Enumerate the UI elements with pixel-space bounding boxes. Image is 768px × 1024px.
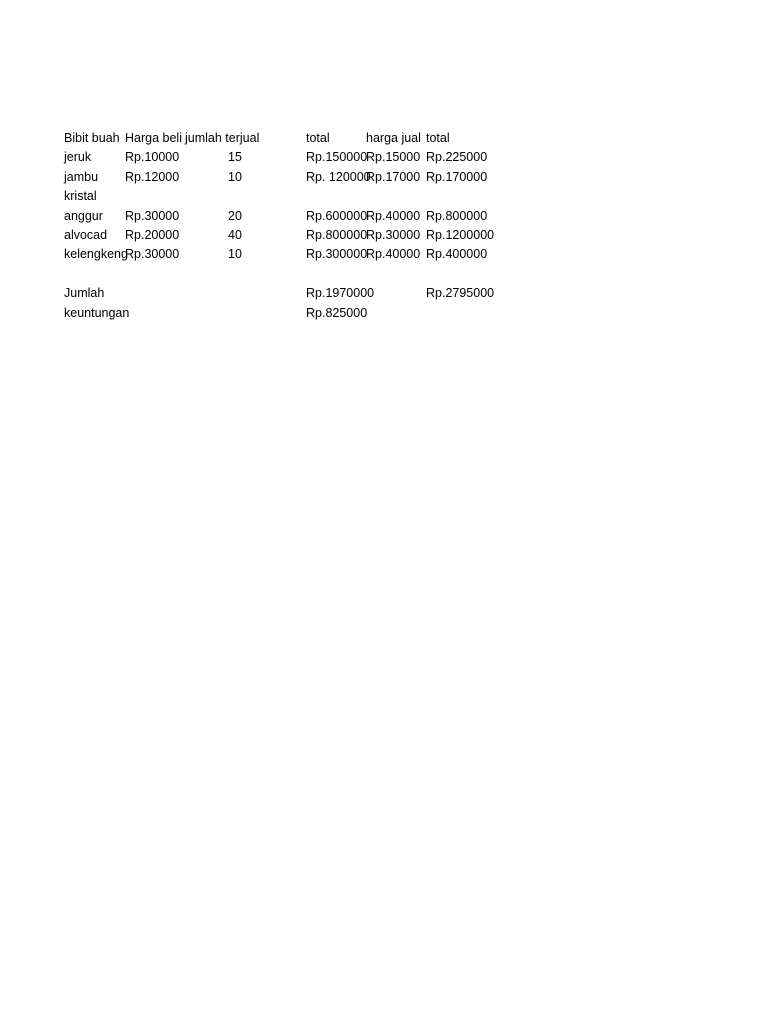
cell-bibit: kelengkeng bbox=[64, 247, 128, 262]
cell-harga-jual: Rp.40000 bbox=[366, 208, 421, 223]
header-jumlah-terjual: jumlah terjual bbox=[185, 131, 260, 145]
cell-total-jual: Rp.400000 bbox=[426, 247, 488, 262]
cell-bibit: jambu bbox=[64, 169, 99, 184]
cell-jumlah: 15 bbox=[228, 150, 242, 165]
jumlah-total-jual: Rp.2795000 bbox=[426, 286, 495, 301]
cell-harga-beli: Rp.30000 bbox=[125, 247, 180, 262]
cell-jumlah: 20 bbox=[228, 208, 242, 223]
cell-harga-beli: Rp.30000 bbox=[125, 208, 180, 223]
cell-total-jual: Rp.225000 bbox=[426, 150, 488, 165]
header-total-jual: total bbox=[426, 131, 450, 145]
cell-bibit: kristal bbox=[64, 189, 97, 204]
cell-total-beli: Rp.800000 bbox=[306, 227, 368, 242]
jumlah-label: Jumlah bbox=[64, 286, 105, 301]
header-bibit-buah: Bibit buah bbox=[64, 131, 120, 145]
header-harga-jual: harga jual bbox=[366, 131, 421, 145]
cell-harga-beli: Rp.12000 bbox=[125, 169, 180, 184]
cell-total-beli: Rp. 120000 bbox=[306, 169, 371, 184]
cell-jumlah: 10 bbox=[228, 247, 242, 262]
cell-harga-jual: Rp.30000 bbox=[366, 227, 421, 242]
cell-harga-jual: Rp.15000 bbox=[366, 150, 421, 165]
keuntungan-value: Rp.825000 bbox=[306, 305, 368, 320]
cell-harga-beli: Rp.10000 bbox=[125, 150, 180, 165]
cell-total-jual: Rp.800000 bbox=[426, 208, 488, 223]
jumlah-total-beli: Rp.1970000 bbox=[306, 286, 375, 301]
cell-total-beli: Rp.150000 bbox=[306, 150, 368, 165]
cell-bibit: alvocad bbox=[64, 227, 108, 242]
header-harga-beli: Harga beli bbox=[125, 131, 182, 145]
cell-total-jual: Rp.1200000 bbox=[426, 227, 495, 242]
cell-harga-jual: Rp.40000 bbox=[366, 247, 421, 262]
cell-bibit: anggur bbox=[64, 208, 103, 223]
cell-bibit: jeruk bbox=[64, 150, 92, 165]
cell-total-beli: Rp.300000 bbox=[306, 247, 368, 262]
cell-jumlah: 10 bbox=[228, 169, 242, 184]
cell-harga-jual: Rp.17000 bbox=[366, 169, 421, 184]
keuntungan-label: keuntungan bbox=[64, 305, 130, 320]
cell-total-jual: Rp.170000 bbox=[426, 169, 488, 184]
header-total-beli: total bbox=[306, 131, 330, 145]
cell-total-beli: Rp.600000 bbox=[306, 208, 368, 223]
cell-harga-beli: Rp.20000 bbox=[125, 227, 180, 242]
cell-jumlah: 40 bbox=[228, 227, 242, 242]
